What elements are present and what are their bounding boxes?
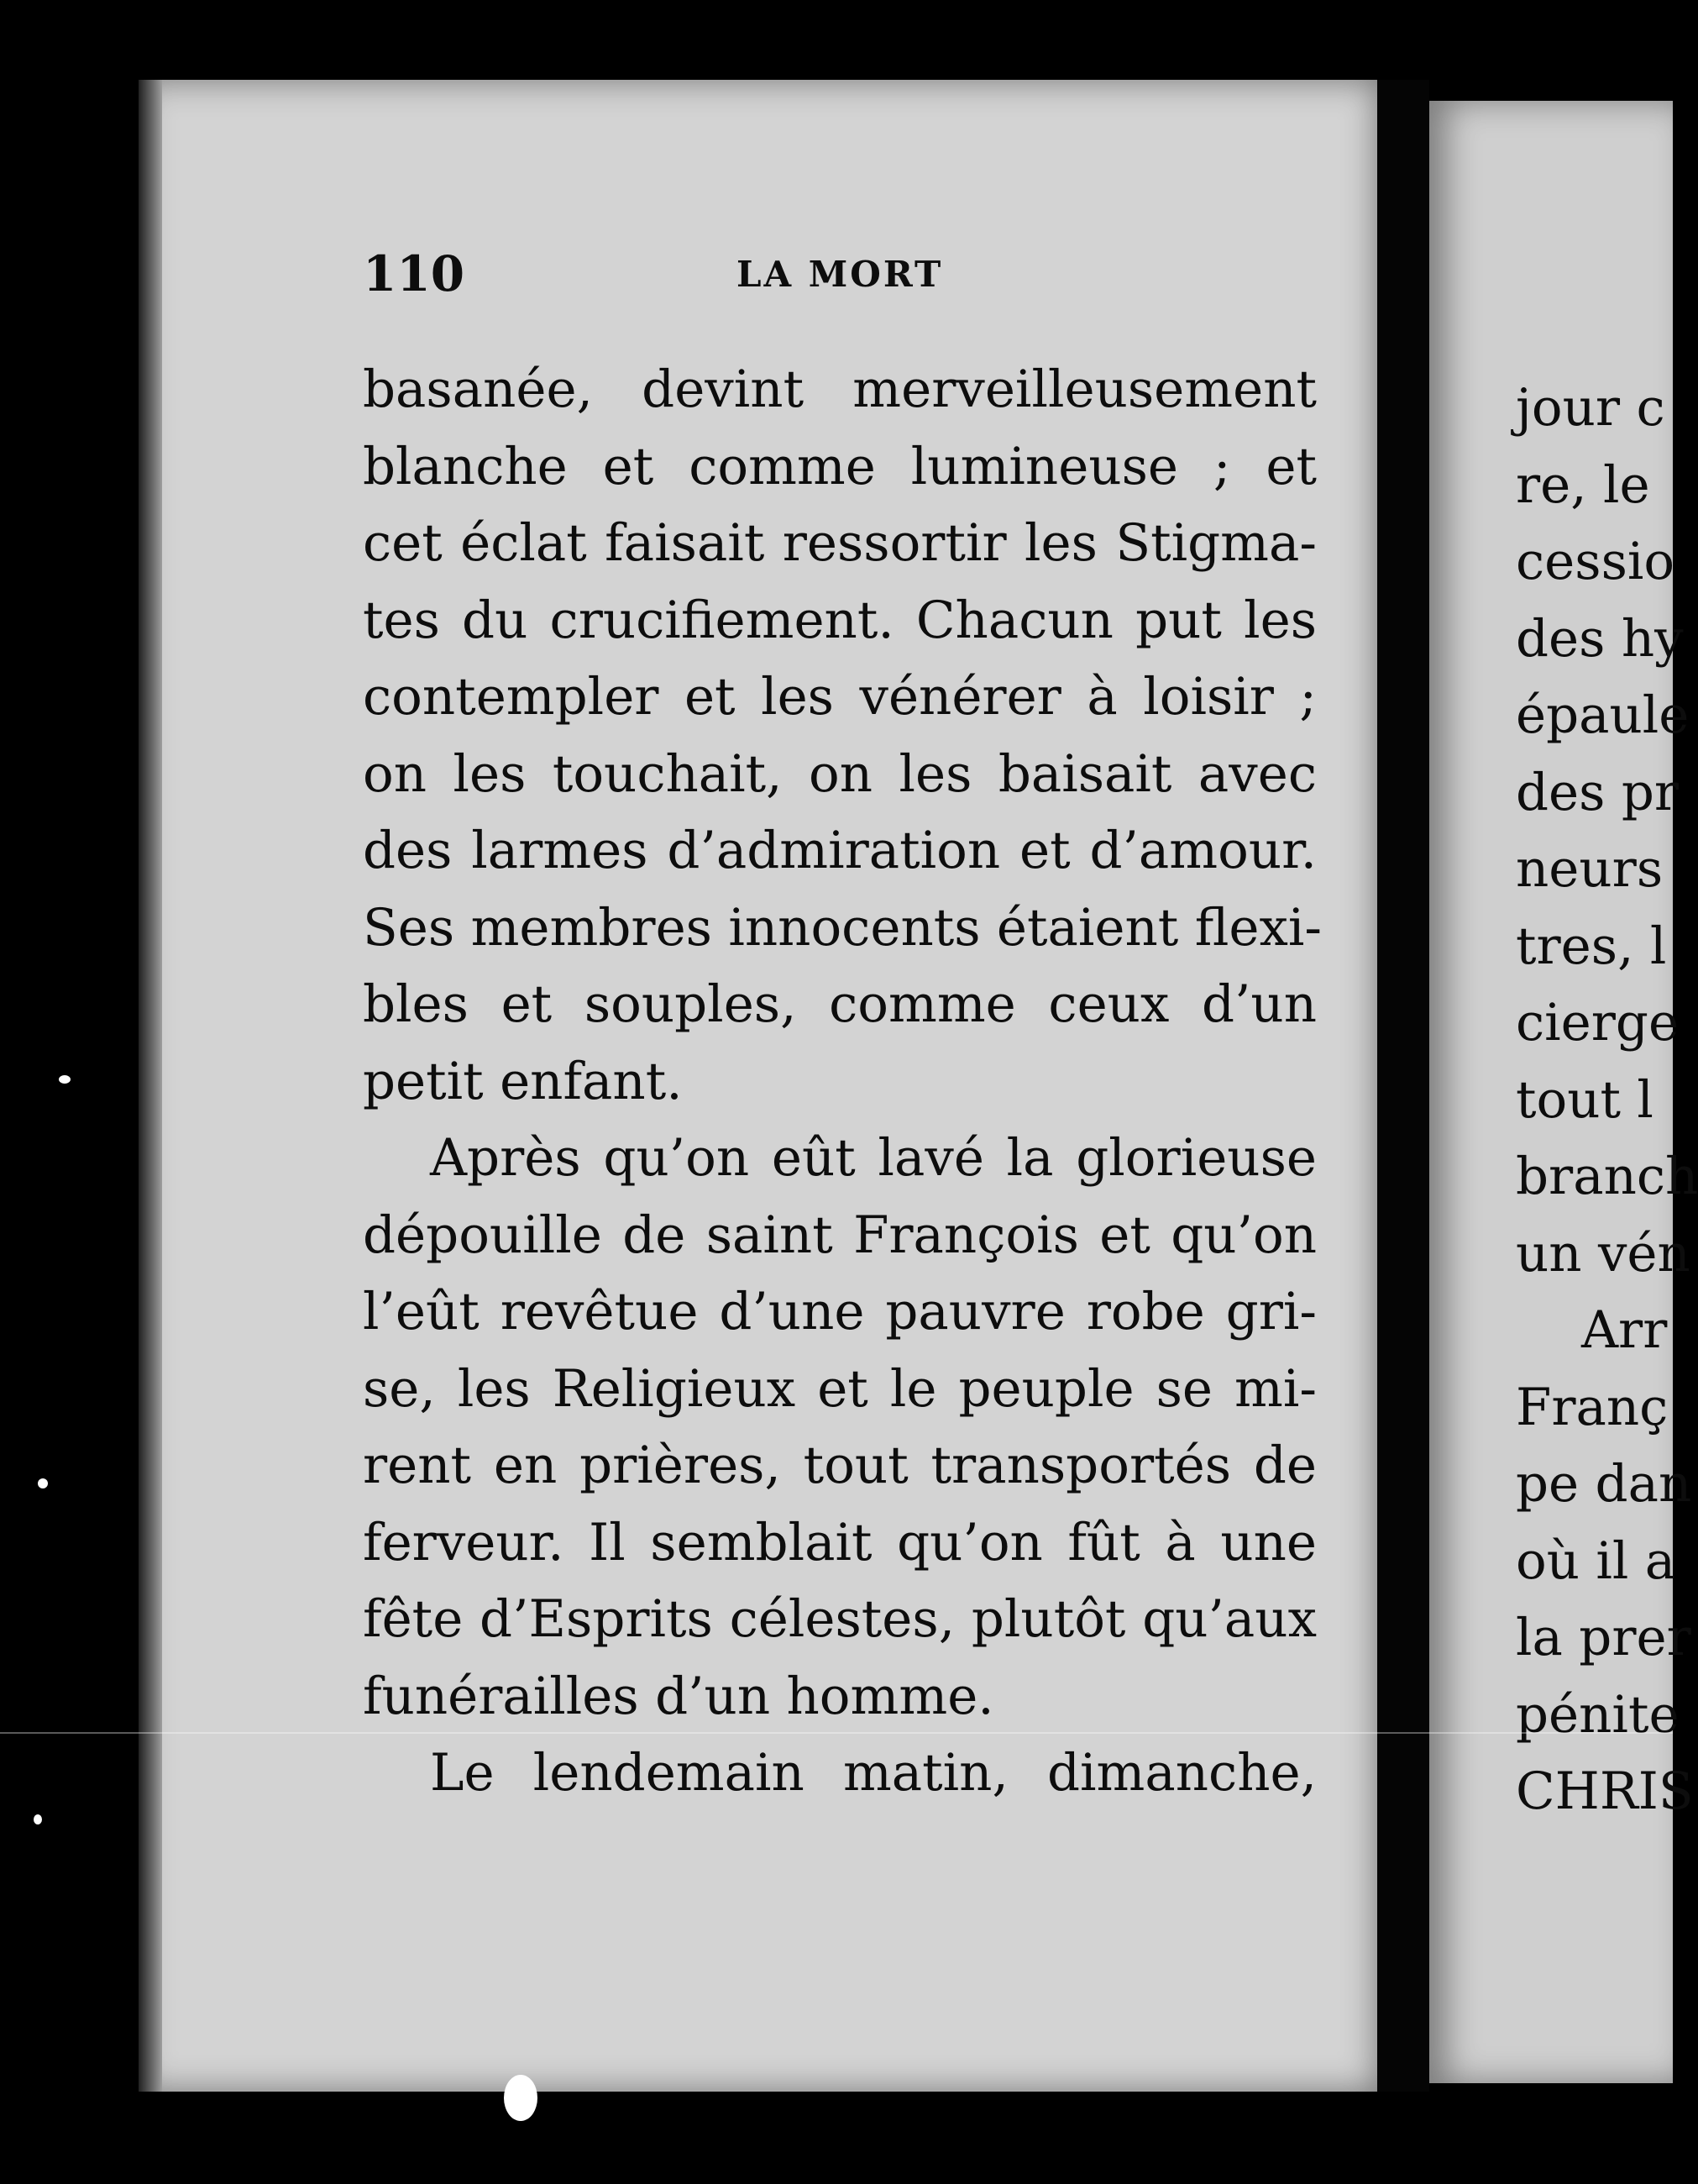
text-line: épaule	[1516, 685, 1690, 745]
text-line: petit enfant.	[363, 1051, 683, 1111]
text-line: Franç	[1516, 1377, 1669, 1437]
text-line: des larmes d’admiration et d’amour.	[363, 821, 1317, 880]
text-line: jour c	[1516, 378, 1665, 438]
scan-artifact-line	[0, 1732, 1673, 1734]
text-line: rent en prières, tout transportés de	[363, 1436, 1317, 1495]
text-line: un vén	[1516, 1223, 1690, 1284]
scan-speck	[38, 1478, 48, 1488]
text-line: tes du crucifiement. Chacun put les	[363, 590, 1317, 650]
text-line: funérailles d’un homme.	[363, 1666, 994, 1726]
text-line: la prer	[1516, 1608, 1691, 1667]
text-line: où il a	[1516, 1530, 1676, 1591]
text-line: Le lendemain matin, dimanche,	[430, 1743, 1317, 1803]
scan-speck	[504, 2075, 537, 2121]
text-line: fête d’Esprits célestes, plutôt qu’aux	[363, 1589, 1317, 1649]
text-line: basanée, devint merveilleusement	[363, 360, 1317, 419]
running-title: LA MORT	[736, 254, 944, 295]
scan-speck	[59, 1075, 71, 1084]
text-line: tres, l	[1516, 916, 1667, 976]
book-spine-edge	[139, 80, 162, 2092]
text-line: tout l	[1516, 1069, 1653, 1130]
page-number: 110	[363, 245, 465, 302]
text-line: cierge	[1516, 993, 1680, 1053]
text-line: pe dan	[1516, 1454, 1692, 1514]
book-gutter	[1377, 80, 1429, 2092]
text-line: neurs	[1516, 839, 1664, 899]
text-line: cessio	[1516, 532, 1675, 591]
text-line: blanche et comme lumineuse ; et	[363, 436, 1317, 496]
text-line: des pr	[1516, 762, 1680, 822]
text-line: dépouille de saint François et qu’on	[363, 1205, 1317, 1265]
text-line: CHRIS	[1516, 1761, 1694, 1821]
text-line: se, les Religieux et le peuple se mi-	[363, 1358, 1317, 1419]
text-line: ferveur. Il semblait qu’on fût à une	[363, 1512, 1317, 1572]
running-head	[363, 245, 1312, 312]
left-page-text	[363, 351, 1323, 1812]
text-line: des hy	[1516, 608, 1684, 669]
text-line: cet éclat faisait ressortir les Stigma-	[363, 513, 1317, 573]
text-line: bles et souples, comme ceux d’un	[363, 974, 1317, 1034]
text-line: contempler et les vénérer à loisir ;	[363, 667, 1317, 727]
text-line: re, le	[1516, 454, 1650, 515]
scan-speck	[34, 1814, 42, 1824]
text-line: Arr	[1581, 1300, 1668, 1360]
text-line: Ses membres innocents étaient flexi-	[363, 897, 1323, 958]
text-line: Après qu’on eût lavé la glorieuse	[430, 1128, 1317, 1188]
right-page-text-cropped	[1516, 370, 1698, 1830]
text-line: on les touchait, on les baisait avec	[363, 743, 1317, 804]
text-line: pénite	[1516, 1684, 1680, 1745]
text-line: branch	[1516, 1147, 1698, 1206]
text-line: l’eût revêtue d’une pauvre robe gri-	[363, 1282, 1317, 1341]
